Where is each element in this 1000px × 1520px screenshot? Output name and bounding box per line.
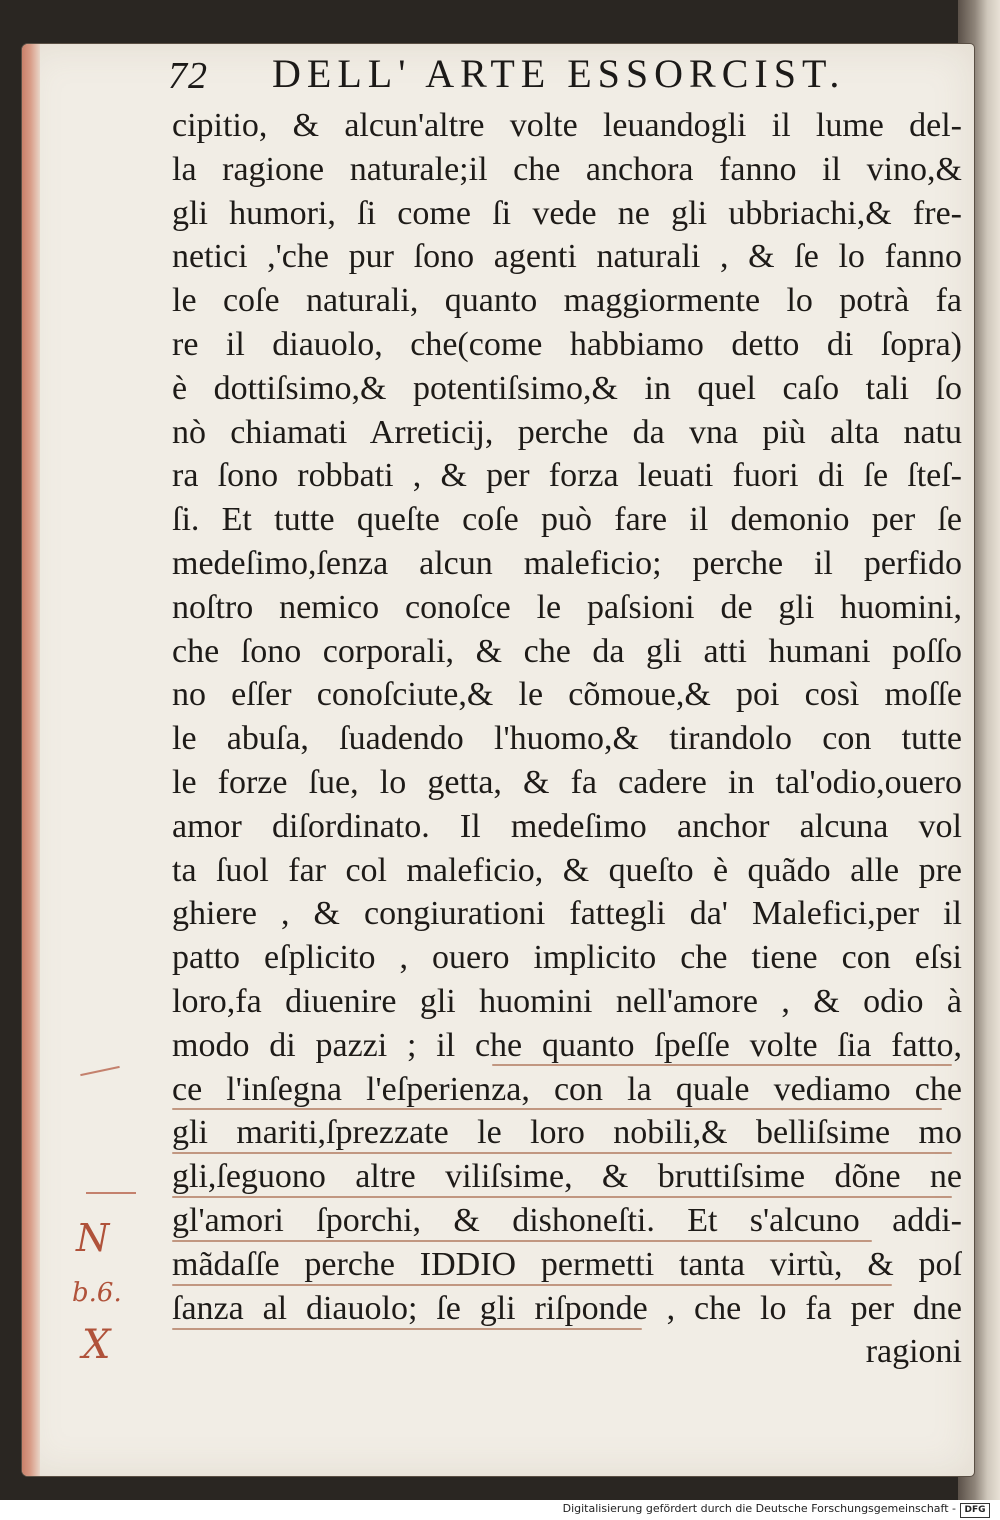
text-line: ſi. Et tutte queſte coſe può fare il demonio per ſe <box>172 501 962 539</box>
page-number: 72 <box>168 55 208 97</box>
text-line: noſtro nemico conoſce le paſsioni de gli huomini, <box>172 588 962 626</box>
text-line: ra ſono robbati , & per forza leuati fuori di ſe ſteſ- <box>172 457 962 495</box>
margin-annotations <box>60 1150 170 1390</box>
text-line: amor diſordinato. Il medeſimo anchor alcuna vol <box>172 807 962 845</box>
text-line: ta ſuol far col maleficio, & queſto è quãdo alle pre <box>172 851 962 889</box>
dfg-logo-icon: DFG <box>960 1503 990 1518</box>
text-line: no eſſer conoſciute,& le cõmoue,& poi così moſſe <box>172 676 962 714</box>
text-line: gli humori, ſi come ſi vede ne gli ubbriachi,& fre- <box>172 194 962 232</box>
page-header <box>162 48 922 108</box>
text-line: gli mariti,ſprezzate le loro nobili,& belliſsime mo <box>172 1114 962 1152</box>
body-text <box>172 104 962 1374</box>
text-line: gl'amori ſporchi, & dishoneſti. Et s'alcuno addi- <box>172 1201 962 1239</box>
text-line: ghiere , & congiurationi fattegli da' Malefici,per il <box>172 895 962 933</box>
catchword: ragioni <box>865 1333 962 1371</box>
text-line: mãdaſſe perche IDDIO permetti tanta virtù, & poſ <box>172 1245 962 1283</box>
digitization-footer <box>0 1500 1000 1520</box>
annotation-stroke <box>86 1192 136 1194</box>
text-line: le abuſa, ſuadendo l'huomo,& tirandolo con tutte <box>172 720 962 758</box>
text-line: le coſe naturali, quanto maggiormente lo potrà fa <box>172 282 962 320</box>
text-line: la ragione naturale;il che anchora fanno il vino,& <box>172 150 962 188</box>
handwritten-underline <box>492 1064 952 1066</box>
handwritten-underline <box>172 1152 952 1154</box>
handwritten-underline <box>172 1328 642 1330</box>
text-line: patto eſplicito , ouero implicito che tiene con eſsi <box>172 939 962 977</box>
text-line: modo di pazzi ; il che quanto ſpeſſe volte ſia fatto, <box>172 1026 962 1064</box>
text-line: loro,fa diuenire gli huomini nell'amore , & odio à <box>172 982 962 1020</box>
text-line: ce l'inſegna l'eſperienza, con la quale vediamo che <box>172 1070 962 1108</box>
text-line: le forze ſue, lo getta, & fa cadere in tal'odio,ouero <box>172 763 962 801</box>
text-line: nò chiamati Arreticij, perche da vna più alta natu <box>172 413 962 451</box>
margin-note: N <box>76 1216 110 1260</box>
handwritten-underline <box>172 1284 892 1286</box>
handwritten-underline <box>172 1240 872 1242</box>
footer-credit: Digitalisierung gefördert durch die Deutsche Forschungsgemeinschaft - <box>562 1502 956 1515</box>
running-head: DELL' ARTE ESSORCIST. <box>272 51 846 96</box>
text-line: ſanza al diauolo; ſe gli riſponde , che lo fa per dne <box>172 1289 962 1327</box>
text-line: medeſimo,ſenza alcun maleficio; perche il perfido <box>172 544 962 582</box>
text-line: gli,ſeguono altre viliſsime, & bruttiſsime dõne ne <box>172 1158 962 1196</box>
text-line: netici ,'che pur ſono agenti naturali , & ſe lo fanno <box>172 238 962 276</box>
text-line: cipitio, & alcun'altre volte leuandogli il lume del- <box>172 107 962 144</box>
text-line: re il diauolo, che(come habbiamo detto di ſopra) <box>172 325 962 363</box>
text-line: è dottiſsimo,& potentiſsimo,& in quel caſo tali ſo <box>172 369 962 407</box>
margin-note: b.6. <box>72 1278 122 1308</box>
handwritten-underline <box>172 1108 942 1110</box>
handwritten-underline <box>172 1196 952 1198</box>
margin-note: X <box>82 1322 111 1368</box>
page-edge <box>22 44 40 1476</box>
text-line: che ſono corporali, & che da gli atti humani poſſo <box>172 632 962 670</box>
